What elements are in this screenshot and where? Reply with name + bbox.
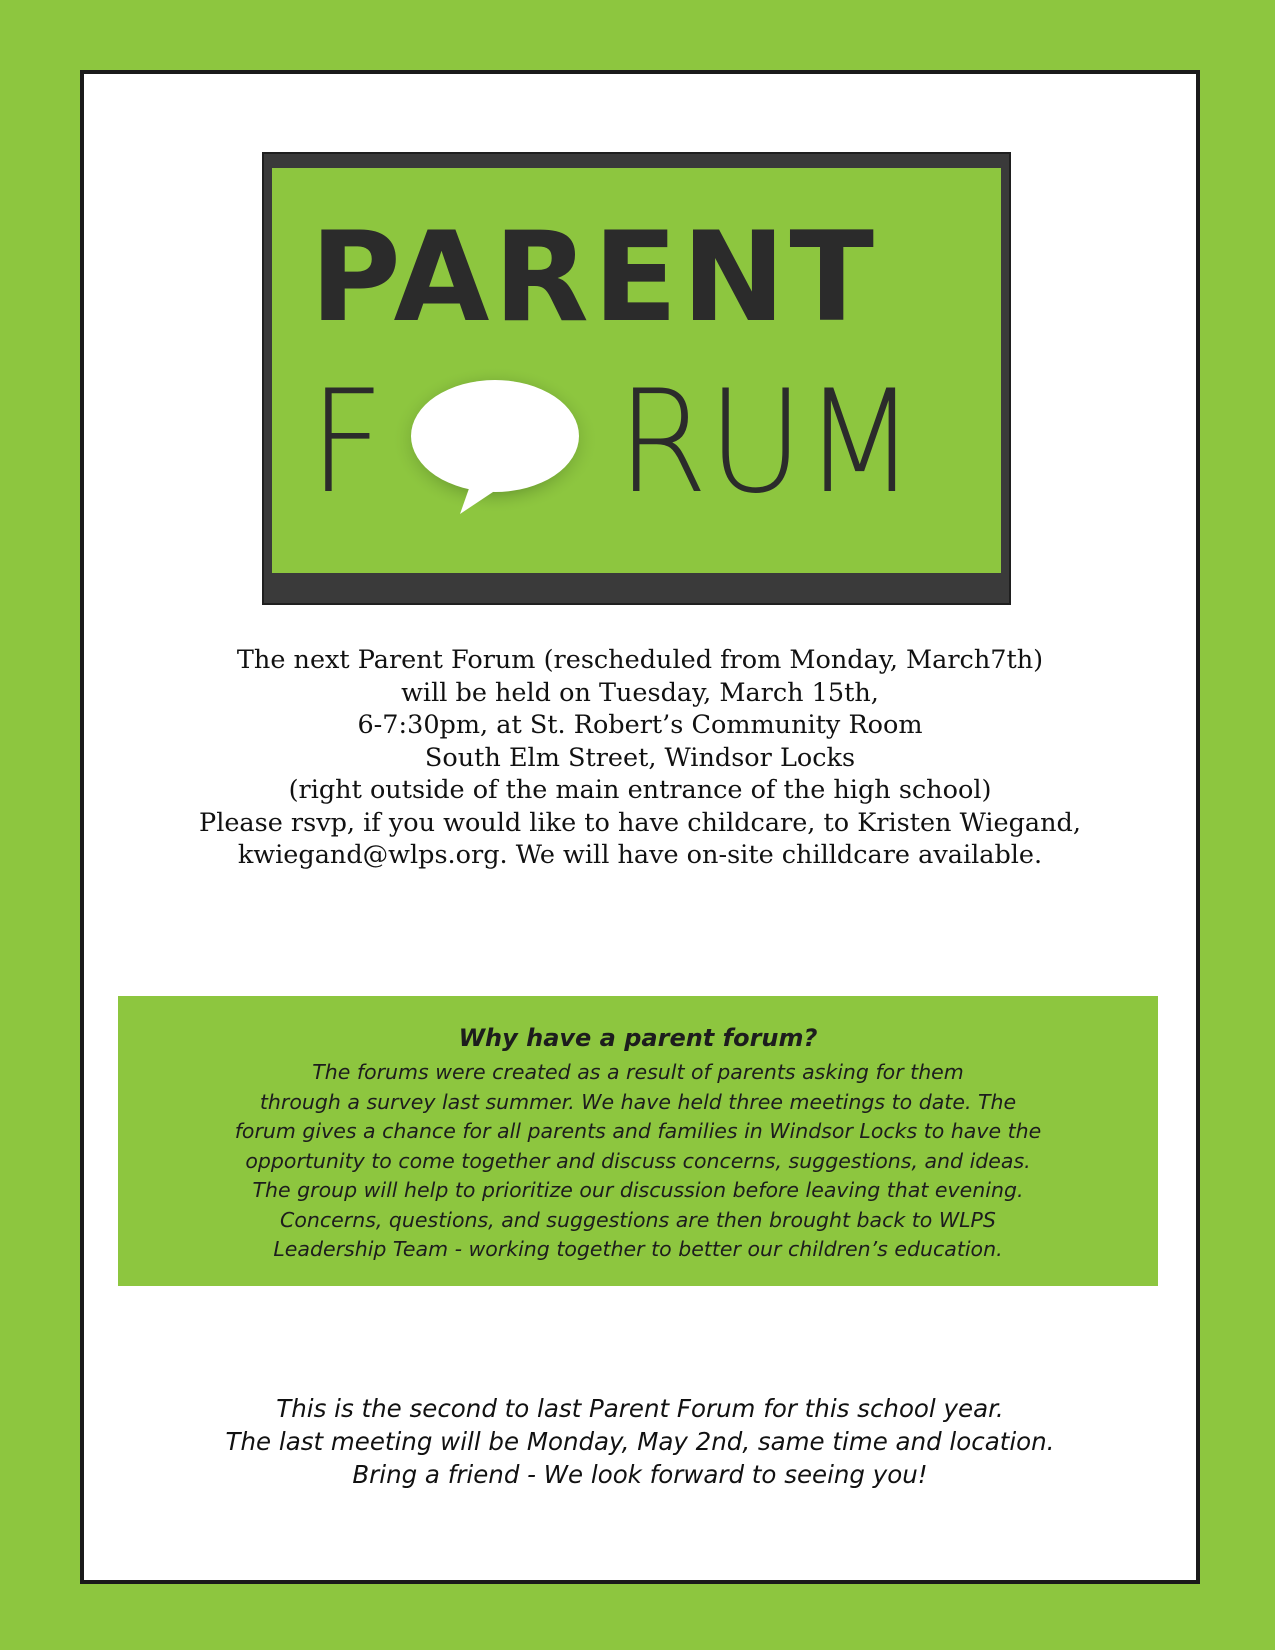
why-title: Why have a parent forum? (458, 1024, 818, 1052)
closing-line: The last meeting will be Monday, May 2nd, same time and location. (225, 1427, 1055, 1456)
speech-bubble-icon (390, 368, 600, 518)
logo-green-panel (272, 168, 1001, 573)
parent-forum-logo (262, 152, 1011, 605)
why-line: Concerns, questions, and suggestions are then brought back to WLPS (280, 1207, 996, 1232)
flyer-page (80, 70, 1200, 1584)
details-line: Please rsvp, if you would like to have childcare, to Kristen Wiegand, (199, 807, 1081, 838)
why-line: The forums were created as a result of parents asking for them (312, 1060, 964, 1084)
closing-message (104, 1392, 1176, 1491)
details-line: The next Parent Forum (rescheduled from Monday, March7th) (236, 645, 1044, 675)
why-description (118, 1058, 1158, 1265)
logo-letters-rum: RUM (616, 360, 916, 525)
why-parent-forum-box (118, 996, 1158, 1286)
details-line: South Elm Street, Windsor Locks (424, 742, 856, 773)
closing-line: This is the second to last Parent Forum for this school year. (276, 1394, 1004, 1423)
meeting-details (124, 644, 1156, 872)
details-line: will be held on Tuesday, March 15th, (401, 677, 879, 708)
why-line: Leadership Team - working together to better our children’s education. (273, 1237, 1003, 1261)
details-line: (right outside of the main entrance of the high school) (288, 775, 992, 805)
why-line: forum gives a chance for all parents and families in Windsor Locks to have the (234, 1119, 1042, 1143)
logo-letter-f: F (309, 360, 385, 525)
why-line: The group will help to prioritize our discussion before leaving that evening. (252, 1178, 1024, 1202)
why-line: through a survey last summer. We have held three meetings to date. The (259, 1089, 1017, 1114)
logo-word-forum (306, 360, 929, 525)
details-line: kwiegand@wlps.org. We will have on-site chilldcare available. (237, 840, 1043, 870)
closing-line: Bring a friend - We look forward to seeing you! (352, 1460, 928, 1489)
details-line: 6-7:30pm, at St. Robert’s Community Room (357, 710, 923, 740)
logo-word-parent: PARENT (310, 206, 879, 350)
why-line: opportunity to come together and discuss concerns, suggestions, and ideas. (245, 1148, 1031, 1173)
